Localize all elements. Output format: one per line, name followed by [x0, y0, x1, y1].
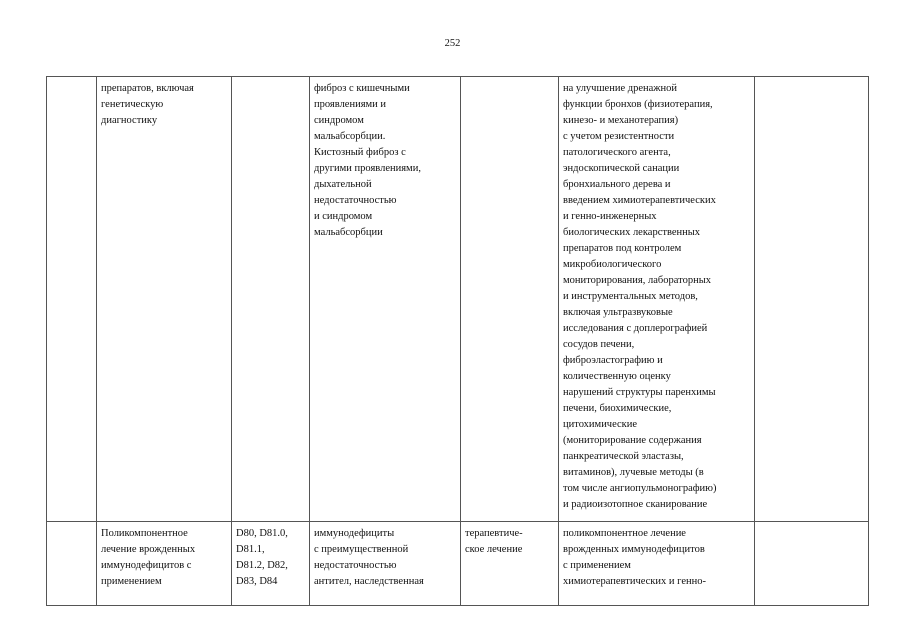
treatment-type-cell: терапевтиче- ское лечение — [461, 522, 559, 606]
row-number-cell — [47, 522, 97, 606]
cost-cell — [755, 522, 869, 606]
treatment-type-cell — [461, 77, 559, 522]
treatment-method-cell: на улучшение дренажной функции бронхов (физиотерапия, кинезо- и механотерапия) с учетом резистентности патологического агента, эндоскопической санации бронхиального дерева и введением химиотерапевтических и генно-инженерных биологических лекарственных препаратов под контролем микробиологического мониторирования, лабораторных и инструментальных методов, включая ультразвуковые исследования с доплерографией сосудов печени, фиброэластографию и количественную оценку нарушений структуры паренхимы печени, биохимические, цитохимические (мониторирование содержания панкреатической эластазы, витаминов), лучевые методы (в том числе ангиопульмонографию) и радиоизотопное сканирование — [559, 77, 755, 522]
treatment-method-cell: поликомпонентное лечение врожденных иммунодефицитов с применением химиотерапевтических и генно- — [559, 522, 755, 606]
patient-model-cell: иммунодефициты с преимущественной недостаточностью антител, наследственная — [310, 522, 461, 606]
cost-cell — [755, 77, 869, 522]
care-type-cell: Поликомпонентное лечение врожденных иммунодефицитов с применением — [97, 522, 232, 606]
patient-model-cell: фиброз с кишечными проявлениями и синдромом мальабсорбции. Кистозный фиброз с другими проявлениями, дыхательной недостаточностью и синдромом мальабсорбции — [310, 77, 461, 522]
table-row — [47, 77, 869, 522]
icd-code-cell — [232, 77, 310, 522]
table-row — [47, 522, 869, 606]
page-number: 252 — [444, 38, 461, 49]
row-number-cell — [47, 77, 97, 522]
care-type-cell: препаратов, включая генетическую диагностику — [97, 77, 232, 522]
document-table — [46, 76, 869, 606]
icd-code-cell: D80, D81.0, D81.1, D81.2, D82, D83, D84 — [232, 522, 310, 606]
